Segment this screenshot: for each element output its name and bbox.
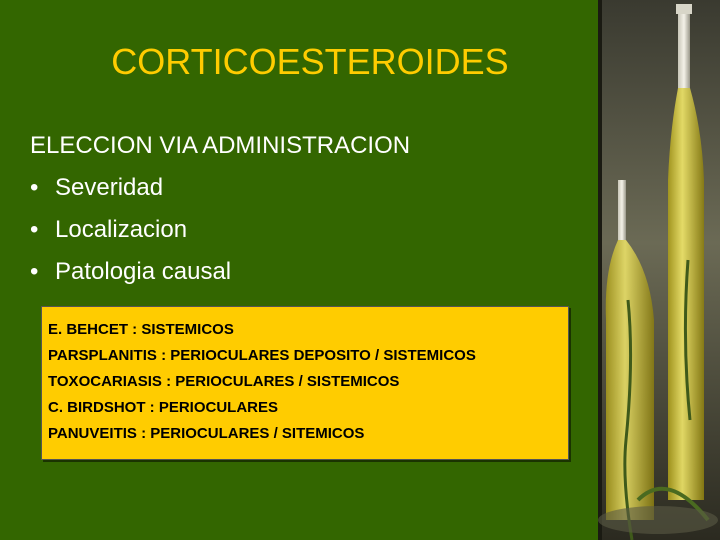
box-line: PARSPLANITIS : PERIOCULARES DEPOSITO / SISTEMICOS bbox=[48, 347, 476, 364]
treatment-box bbox=[41, 306, 569, 460]
bullet-list bbox=[30, 172, 590, 288]
bullet-marker: • bbox=[30, 174, 39, 201]
bullet-marker: • bbox=[30, 258, 39, 285]
slide-body bbox=[30, 130, 590, 298]
box-line: E. BEHCET : SISTEMICOS bbox=[48, 321, 234, 338]
bullet-item bbox=[30, 256, 590, 288]
box-line: PANUVEITIS : PERIOCULARES / SITEMICOS bbox=[48, 425, 365, 442]
bullet-text: Patologia causal bbox=[55, 258, 232, 285]
olive-oil-bottles-photo bbox=[598, 0, 720, 540]
slide-title: CORTICOESTEROIDES bbox=[111, 41, 509, 82]
bullet-text: Localizacion bbox=[55, 216, 188, 243]
box-line: C. BIRDSHOT : PERIOCULARES bbox=[48, 399, 279, 416]
section-heading: ELECCION VIA ADMINISTRACION bbox=[30, 132, 411, 159]
bullet-marker: • bbox=[30, 216, 39, 243]
bullet-item bbox=[30, 172, 590, 204]
bullet-item bbox=[30, 214, 590, 246]
box-line: TOXOCARIASIS : PERIOCULARES / SISTEMICOS bbox=[48, 373, 400, 390]
bullet-text: Severidad bbox=[55, 174, 164, 201]
